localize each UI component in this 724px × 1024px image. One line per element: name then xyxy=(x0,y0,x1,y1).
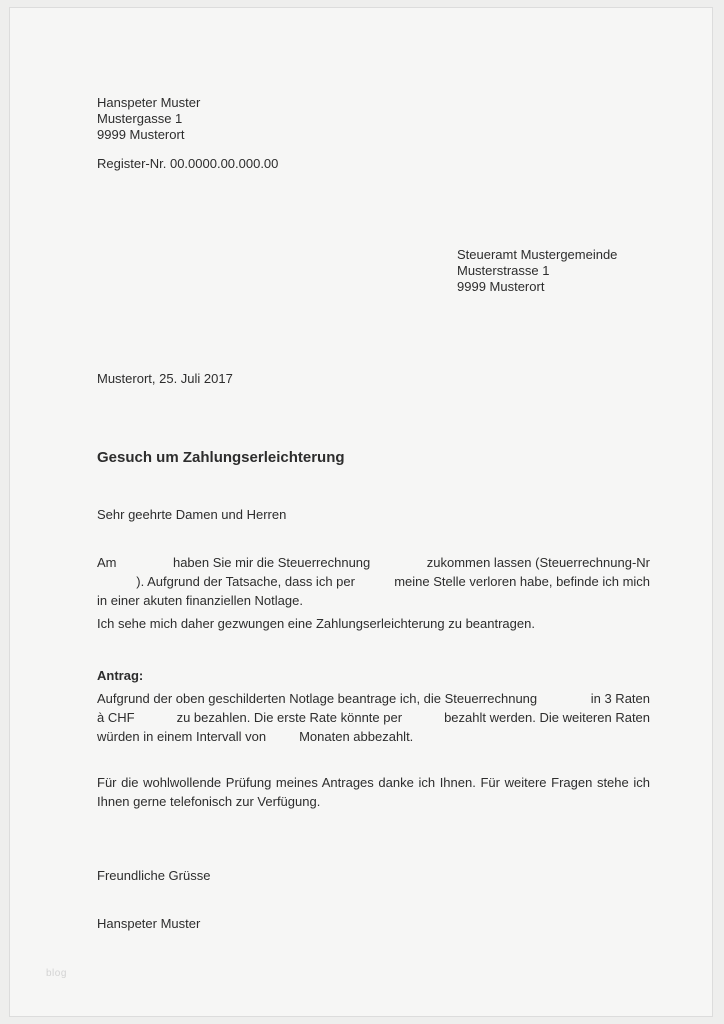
text-segment: bezahlt werden. Die weiteren Raten xyxy=(444,710,651,725)
text-segment: würden in einem Intervall von xyxy=(97,729,267,744)
blank-field xyxy=(355,585,394,586)
letter-page xyxy=(9,7,713,1017)
blank-field xyxy=(97,585,136,586)
text-segment: haben Sie mir die Steuerrechnung xyxy=(172,555,371,570)
date-line: Musterort, 25. Juli 2017 xyxy=(97,371,233,386)
recipient-city: 9999 Musterort xyxy=(457,279,545,294)
antrag-heading: Antrag: xyxy=(97,668,144,683)
recipient-address-block xyxy=(457,247,617,295)
text-line xyxy=(97,689,650,708)
signature-name: Hanspeter Muster xyxy=(97,916,201,931)
register-number-line: Register-Nr. 00.0000.00.000.00 xyxy=(97,156,279,171)
sender-name: Hanspeter Muster xyxy=(97,95,201,110)
request-paragraph: Ich sehe mich daher gezwungen eine Zahlungserleichterung zu beantragen. xyxy=(97,616,535,631)
intro-paragraph xyxy=(97,553,650,610)
text-segment: Am xyxy=(97,555,117,570)
sender-street: Mustergasse 1 xyxy=(97,111,183,126)
text-line xyxy=(97,591,650,610)
text-segment: meine Stelle verloren habe, befinde ich mich xyxy=(394,574,651,589)
text-segment: in einer akuten finanziellen Notlage. xyxy=(97,593,303,608)
text-segment: Monaten abbezahlt. xyxy=(299,729,414,744)
greeting-line: Freundliche Grüsse xyxy=(97,868,211,883)
recipient-street: Musterstrasse 1 xyxy=(457,263,550,278)
blank-field xyxy=(402,721,444,722)
closing-paragraph: Für die wohlwollende Prüfung meines Antrages danke ich Ihnen. Für weitere Fragen stehe ich Ihnen gerne telefonisch zur Verfügung. xyxy=(97,775,650,809)
text-segment: à CHF xyxy=(97,710,135,725)
blank-field xyxy=(266,740,299,741)
blank-field xyxy=(537,702,591,703)
salutation: Sehr geehrte Damen und Herren xyxy=(97,507,287,522)
text-segment: zukommen lassen (Steuerrechnung-Nr xyxy=(426,555,651,570)
subject-line: Gesuch um Zahlungserleichterung xyxy=(97,449,345,466)
sender-city: 9999 Musterort xyxy=(97,127,185,142)
text-segment: ). Aufgrund der Tatsache, dass ich per xyxy=(136,574,355,589)
blank-field xyxy=(370,566,426,567)
text-segment: Aufgrund der oben geschilderten Notlage beantrage ich, die Steuerrechnung xyxy=(97,691,538,706)
text-line xyxy=(97,553,650,572)
text-line xyxy=(97,572,650,591)
text-line xyxy=(97,708,650,727)
blog-watermark: blog xyxy=(46,968,67,979)
text-segment: zu bezahlen. Die erste Rate könnte per xyxy=(176,710,403,725)
antrag-paragraph xyxy=(97,689,650,746)
blank-field xyxy=(117,566,173,567)
blank-field xyxy=(135,721,177,722)
text-line xyxy=(97,727,650,746)
recipient-name: Steueramt Mustergemeinde xyxy=(457,247,618,262)
sender-address-block xyxy=(97,95,200,143)
text-segment: in 3 Raten xyxy=(590,691,650,706)
